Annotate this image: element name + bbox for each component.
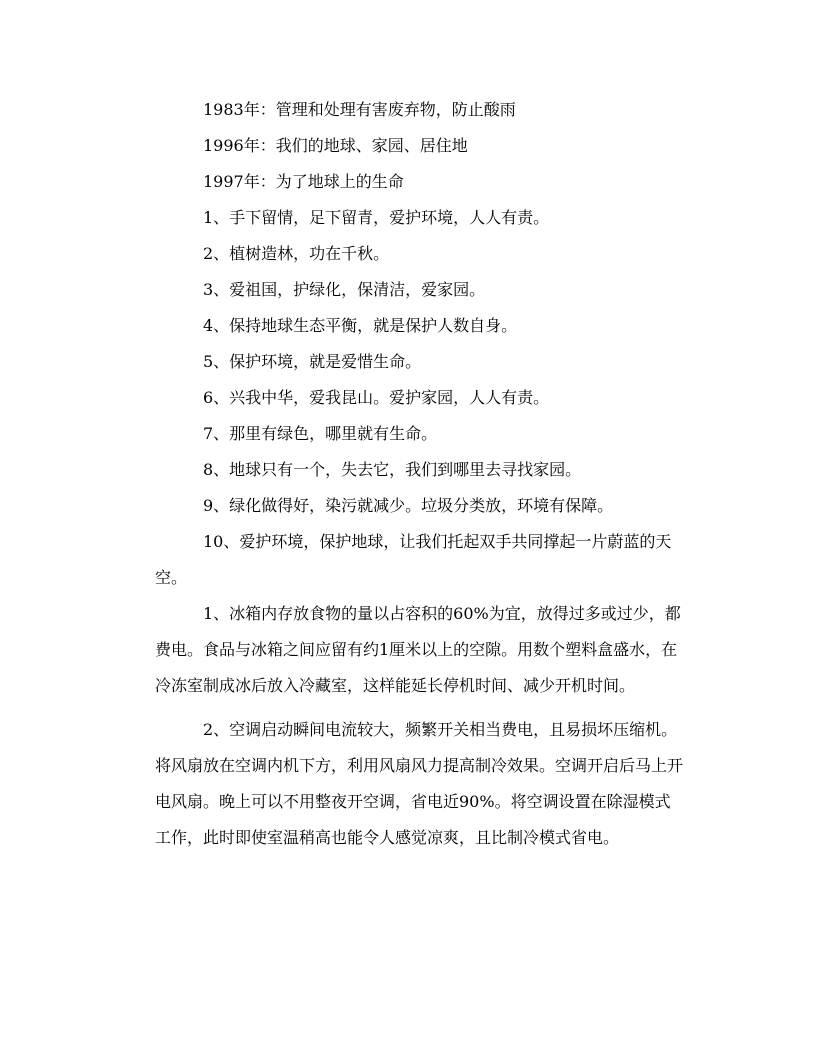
slogan-line-1996: 1996年：我们的地球、家园、居住地 [203, 136, 468, 155]
slogan-item-6: 6、兴我中华，爱我昆山。爱护家园，人人有责。 [203, 388, 550, 407]
slogan-item-1: 1、手下留情，足下留青，爱护环境，人人有责。 [203, 208, 550, 227]
slogan-item-10: 10、爱护环境，保护地球，让我们托起双手共同撑起一片蔚蓝的天空。 [155, 532, 672, 587]
slogan-item-9: 9、绿化做得好，染污就减少。垃圾分类放，环境有保障。 [203, 496, 614, 515]
slogan-item-3: 3、爱祖国，护绿化，保清洁，爱家园。 [203, 280, 486, 299]
energy-tip-air-conditioner: 2、空调启动瞬间电流较大，频繁开关相当费电，且易损坏压缩机。将风扇放在空调内机下方，利用风扇风力提高制冷效果。空调开启后马上开电风扇。晚上可以不用整夜开空调，省电近90%。将空调设置在除湿模式工作，此时即使室温稍高也能令人感觉凉爽，且比制冷模式省电。 [155, 720, 684, 847]
slogan-item-2: 2、植树造林，功在千秋。 [203, 244, 390, 263]
slogan-item-7: 7、那里有绿色，哪里就有生命。 [203, 424, 438, 443]
slogan-item-4: 4、保持地球生态平衡，就是保护人数自身。 [203, 316, 518, 335]
slogan-item-5: 5、保护环境，就是爱惜生命。 [203, 352, 422, 371]
document-body [155, 92, 685, 856]
slogan-item-8: 8、地球只有一个，失去它，我们到哪里去寻找家园。 [203, 460, 582, 479]
energy-tip-fridge: 1、冰箱内存放食物的量以占容积的60%为宜，放得过多或过少，都费电。食品与冰箱之间应留有约1厘米以上的空隙。用数个塑料盒盛水，在冷冻室制成冰后放入冷藏室，这样能延长停机时间、减少开机时间。 [155, 604, 681, 695]
slogan-line-1997: 1997年：为了地球上的生命 [203, 172, 404, 191]
slogan-line-1983: 1983年：管理和处理有害废弃物，防止酸雨 [203, 100, 516, 119]
